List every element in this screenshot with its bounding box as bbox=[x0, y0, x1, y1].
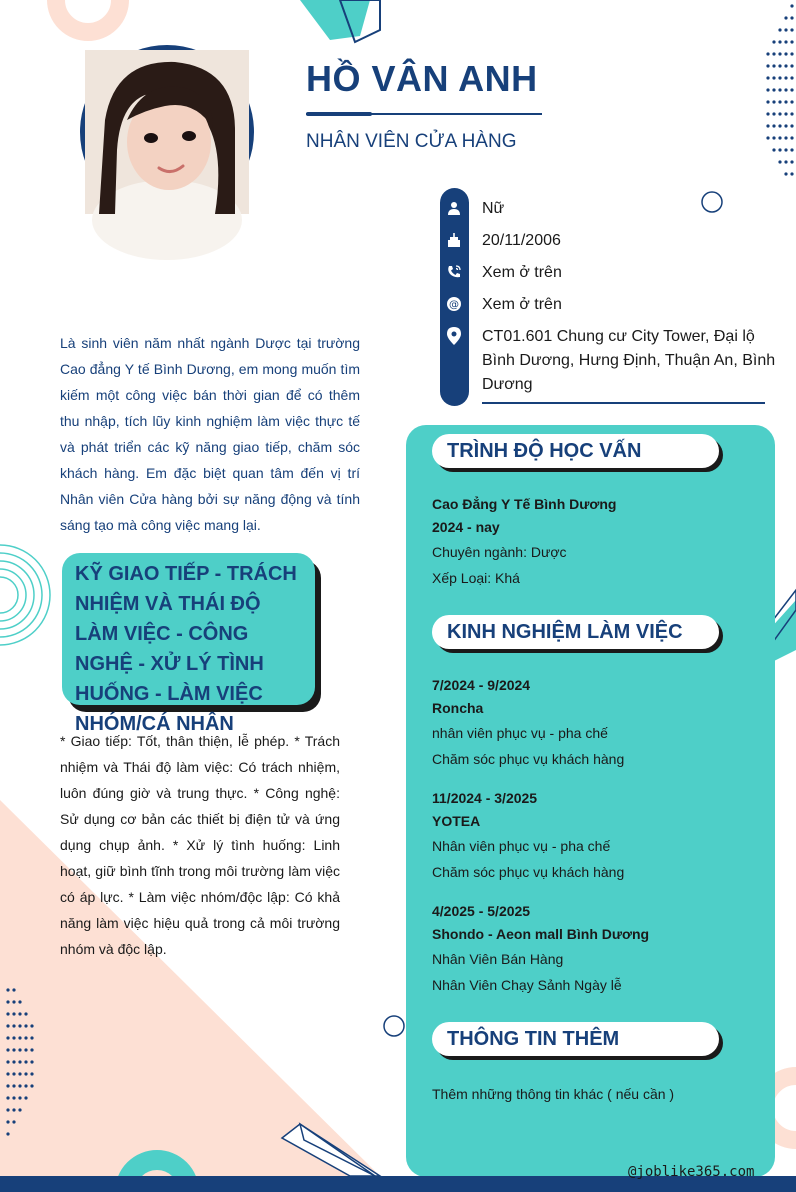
job-company: Roncha bbox=[432, 700, 484, 716]
job-company: YOTEA bbox=[432, 813, 481, 829]
education-school: Cao Đẳng Y Tế Bình Dương bbox=[432, 496, 617, 512]
contact-email: Xem ở trên bbox=[482, 296, 562, 313]
education-major: Chuyên ngành: Dược bbox=[432, 544, 567, 560]
extra-info-heading: THÔNG TIN THÊM bbox=[432, 1022, 719, 1056]
skills-title: KỸ GIAO TIẾP - TRÁCH NHIỆM VÀ THÁI ĐỘ LÀM VIỆC - CÔNG NGHỆ - XỬ LÝ TÌNH HUỐNG - LÀM VIỆC NHÓM/CÁ NHÂN bbox=[75, 563, 297, 735]
phone-icon bbox=[444, 262, 464, 282]
job-position: nhân viên phục vụ - pha chế bbox=[432, 725, 608, 741]
contact-phone: Xem ở trên bbox=[482, 264, 562, 281]
contact-divider bbox=[482, 402, 765, 404]
person-icon bbox=[444, 198, 464, 218]
experience-heading: KINH NGHIỆM LÀM VIỆC bbox=[432, 615, 719, 649]
svg-text:@: @ bbox=[449, 299, 459, 311]
footer-watermark: @joblike365.com bbox=[628, 1164, 755, 1180]
peach-ring-decoration bbox=[56, 0, 120, 32]
skills-box bbox=[62, 553, 315, 735]
profile-photo bbox=[80, 45, 254, 219]
contact-address-line-3: Dương bbox=[482, 376, 533, 393]
job-position: Nhân viên phục vụ - pha chế bbox=[432, 838, 611, 854]
education-heading: TRÌNH ĐỘ HỌC VẤN bbox=[432, 434, 719, 468]
skills-description: * Giao tiếp: Tốt, thân thiện, lễ phép. * Trách nhiệm và Thái độ làm việc: Có trách nhiệm, luôn đúng giờ và trung thực. * Công nghệ: Sử dụng cơ bản các thiết bị điện tử và ứng dụng chụp ảnh. * Xử lý tình huống: Linh hoạt, giữ bình tĩnh trong môi trường làm việc có áp lực. * Làm việc nhóm/độc lập: Có khả năng làm việc hiệu quả trong cả môi trường nhóm và độc lập. bbox=[60, 733, 340, 957]
job-period: 4/2025 - 5/2025 bbox=[432, 903, 531, 919]
small-circle-decoration-2 bbox=[384, 1016, 404, 1036]
education-grade: Xếp Loại: Khá bbox=[432, 570, 520, 586]
education-period: 2024 - nay bbox=[432, 519, 500, 535]
dot-grid-top-right bbox=[766, 4, 793, 175]
job-title: NHÂN VIÊN CỬA HÀNG bbox=[306, 131, 517, 152]
contact-birthday: 20/11/2006 bbox=[482, 232, 561, 249]
name-divider-accent bbox=[306, 112, 372, 116]
job-position: Nhân Viên Bán Hàng bbox=[432, 951, 564, 967]
location-pin-icon bbox=[444, 326, 464, 346]
cake-icon bbox=[444, 230, 464, 250]
extra-info-text: Thêm những thông tin khác ( nếu cần ) bbox=[432, 1086, 675, 1102]
concentric-arcs-decoration bbox=[0, 545, 50, 645]
job-description: Nhân Viên Chạy Sảnh Ngày lễ bbox=[432, 977, 622, 993]
job-period: 7/2024 - 9/2024 bbox=[432, 677, 531, 693]
job-period: 11/2024 - 3/2025 bbox=[432, 790, 538, 806]
job-company: Shondo - Aeon mall Bình Dương bbox=[432, 926, 650, 942]
at-sign-icon bbox=[444, 294, 464, 314]
job-description: Chăm sóc phục vụ khách hàng bbox=[432, 864, 625, 880]
contact-gender: Nữ bbox=[482, 200, 505, 217]
contact-address-line-1: CT01.601 Chung cư City Tower, Đại lộ bbox=[482, 328, 755, 345]
contact-address-line-2: Bình Dương, Hưng Định, Thuận An, Bình bbox=[482, 352, 776, 369]
job-description: Chăm sóc phục vụ khách hàng bbox=[432, 751, 625, 767]
candidate-name: HỒ VÂN ANH bbox=[306, 58, 538, 99]
avatar-illustration bbox=[85, 50, 249, 214]
teal-prism-decoration bbox=[300, 0, 380, 42]
career-objective: Là sinh viên năm nhất ngành Dược tại trường Cao đẳng Y tế Bình Dương, em mong muốn tìm kiếm một công việc bán thời gian để có thêm thu nhập, tích lũy kinh nghiệm làm việc thực tế và phát triển các kỹ năng giao tiếp, chăm sóc khách hàng. Em đặc biệt quan tâm đến vị trí Nhân viên Cửa hàng bởi sự năng động và tính sáng tạo mà công việc mang lại. bbox=[60, 335, 360, 533]
small-circle-decoration bbox=[702, 192, 722, 212]
